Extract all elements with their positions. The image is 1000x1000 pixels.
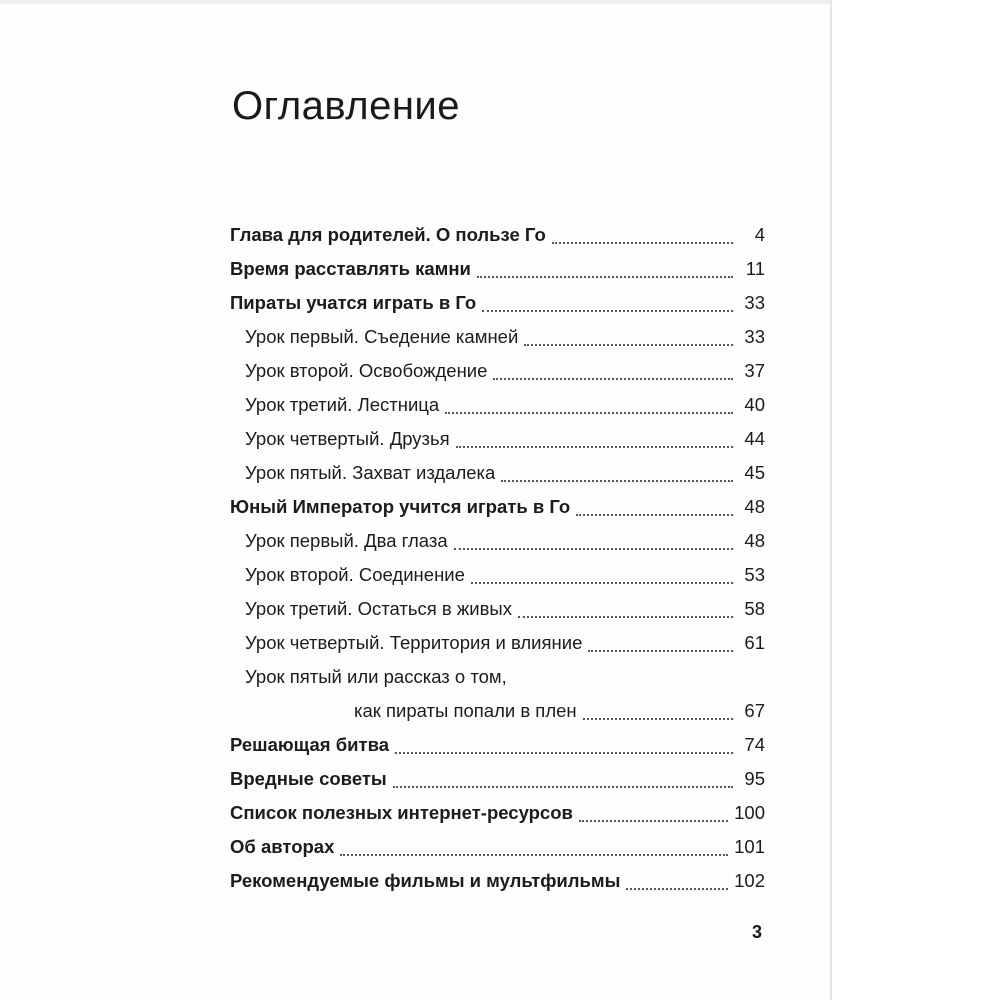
toc-entry-page: 4	[754, 224, 765, 245]
toc-entry-label: Урок пятый. Захват издалека	[245, 462, 496, 483]
toc-entry-page: 53	[744, 564, 765, 585]
toc-entry-label: Пираты учатся играть в Го	[230, 292, 477, 313]
toc-entry-label: Урок четвертый. Друзья	[245, 428, 450, 449]
toc-entry-page: 40	[744, 394, 765, 415]
toc-entry-label: Вредные советы	[230, 768, 387, 789]
toc-entry-label: Список полезных интернет-ресурсов	[230, 802, 573, 823]
dot-leader	[588, 650, 733, 652]
page-number: 3	[752, 922, 763, 942]
toc-subentry	[230, 592, 765, 626]
dot-leader	[454, 548, 733, 550]
toc-entry	[230, 286, 765, 320]
dot-leader	[471, 582, 733, 584]
toc-entry-label: Урок первый. Два глаза	[245, 530, 448, 551]
toc-entry	[230, 796, 765, 830]
toc-entry-page: 33	[744, 292, 765, 313]
toc-entry	[230, 218, 765, 252]
dot-leader	[493, 378, 733, 380]
toc-entry-page: 48	[744, 496, 765, 517]
page-top-edge	[0, 0, 830, 4]
toc-subentry	[230, 456, 765, 490]
toc-entry-label: Время расставлять камни	[230, 258, 471, 279]
dot-leader	[482, 310, 733, 312]
toc-subentry	[230, 388, 765, 422]
toc-entry-page: 100	[734, 802, 765, 823]
toc-entry-label: как пираты попали в плен	[354, 700, 577, 721]
toc-entry-page: 61	[744, 632, 765, 653]
dot-leader	[456, 446, 733, 448]
toc-entry-page: 95	[744, 768, 765, 789]
toc-entry-label: Урок пятый или рассказ о том,	[245, 666, 507, 687]
toc-subentry-continuation	[230, 694, 765, 728]
toc-entry-page: 45	[744, 462, 765, 483]
toc-entry-page: 48	[744, 530, 765, 551]
dot-leader	[518, 616, 733, 618]
toc-subentry	[230, 422, 765, 456]
dot-leader	[576, 514, 733, 516]
dot-leader	[395, 752, 733, 754]
toc-entry-label: Урок третий. Остаться в живых	[245, 598, 512, 619]
toc-subentry	[230, 558, 765, 592]
toc-entry	[230, 762, 765, 796]
toc-subentry	[230, 660, 765, 694]
toc-entry	[230, 252, 765, 286]
toc-entry-page: 67	[744, 700, 765, 721]
toc-entry-page: 11	[745, 258, 765, 279]
toc-entry-label: Урок третий. Лестница	[245, 394, 440, 415]
toc-entry-page: 44	[744, 428, 765, 449]
dot-leader	[626, 888, 728, 890]
toc-entry	[230, 830, 765, 864]
toc-entry-page: 33	[744, 326, 765, 347]
toc-entry-label: Об авторах	[230, 836, 335, 857]
dot-leader	[340, 854, 728, 856]
toc-subentry	[230, 354, 765, 388]
toc-entry-page: 102	[734, 870, 765, 891]
dot-leader	[579, 820, 728, 822]
dot-leader	[445, 412, 733, 414]
toc-entry-page: 101	[734, 836, 765, 857]
toc-subentry	[230, 320, 765, 354]
toc-entry-page: 58	[744, 598, 765, 619]
dot-leader	[552, 242, 733, 244]
toc-entry-label: Рекомендуемые фильмы и мультфильмы	[230, 870, 621, 891]
toc-subentry	[230, 524, 765, 558]
toc-entry-label: Глава для родителей. О пользе Го	[230, 224, 546, 245]
toc-entry-label: Решающая битва	[230, 734, 390, 755]
dot-leader	[393, 786, 733, 788]
dot-leader	[583, 718, 733, 720]
toc-entry	[230, 490, 765, 524]
toc-entry-label: Урок первый. Съедение камней	[245, 326, 519, 347]
dot-leader	[501, 480, 733, 482]
table-of-contents	[230, 218, 765, 898]
toc-subentry	[230, 626, 765, 660]
toc-entry-page: 74	[744, 734, 765, 755]
toc-entry-page: 37	[744, 360, 765, 381]
toc-entry-label: Урок второй. Освобождение	[245, 360, 488, 381]
page-title: Оглавление	[232, 84, 461, 128]
dot-leader	[524, 344, 733, 346]
dot-leader	[477, 276, 733, 278]
toc-entry	[230, 864, 765, 898]
toc-entry-label: Урок второй. Соединение	[245, 564, 465, 585]
toc-entry	[230, 728, 765, 762]
toc-entry-label: Урок четвертый. Территория и влияние	[245, 632, 583, 653]
toc-entry-label: Юный Император учится играть в Го	[230, 496, 571, 517]
